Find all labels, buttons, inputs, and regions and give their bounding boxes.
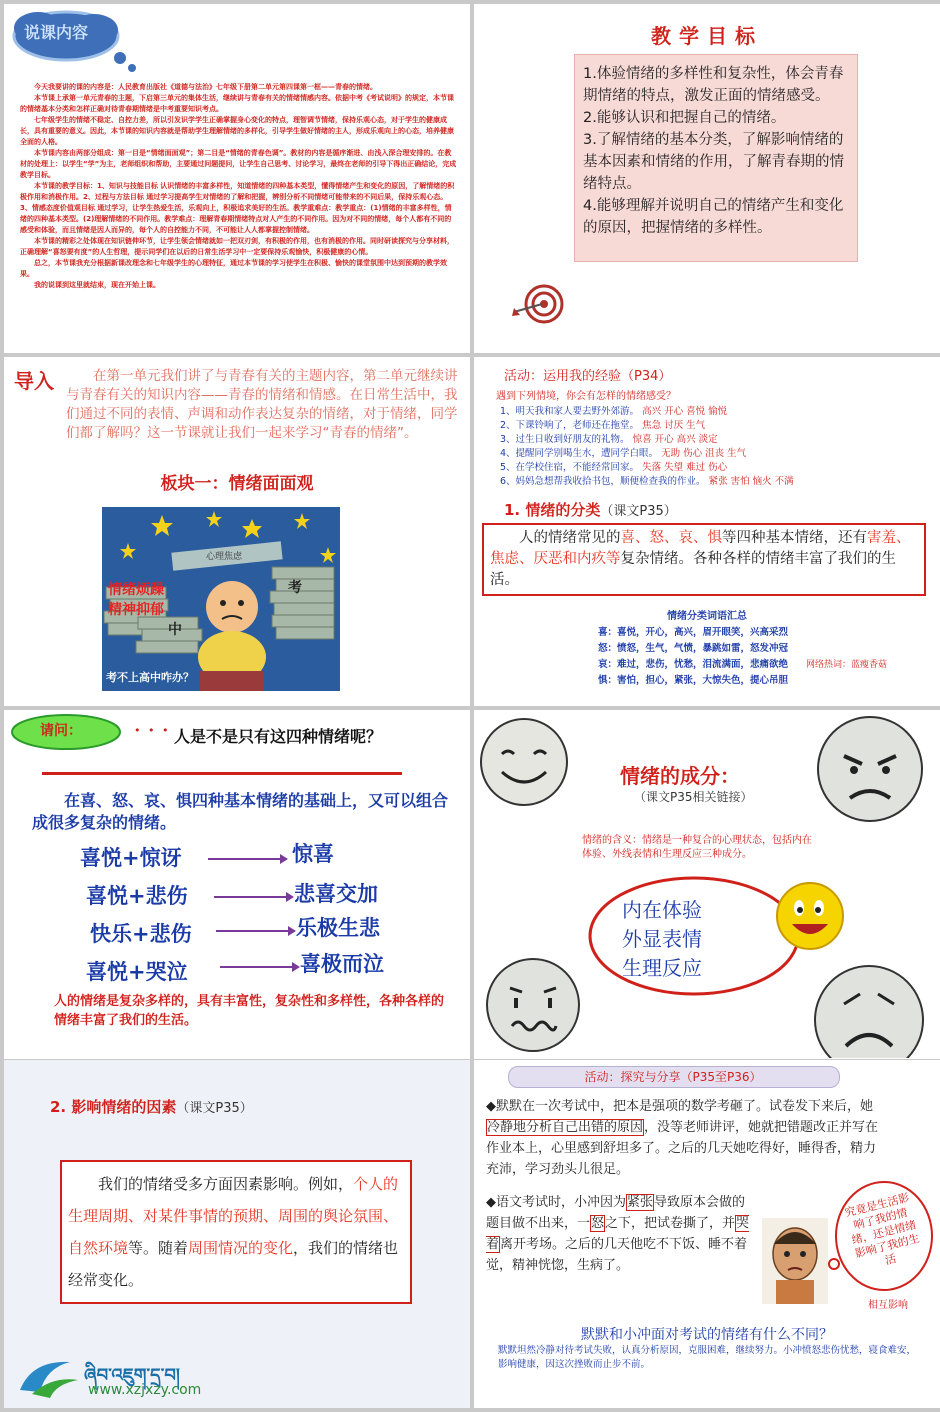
- logo-url: www.xzjxzy.com: [88, 1382, 202, 1398]
- paragraph: 本节课的教学目标：1、知识与技能目标 认识情绪的丰富多样性，知道情绪的四种基本类型，懂得情绪产生和变化的原因，了解情绪的积极作用和消极作用。2、过程与方法目标 通过学习提高学生对情绪的了解和把握，辨别分析不同情绪可能带来的不同后果，保持乐观心态。3、情感态度价值观目标 通过学习，让学生热爱生活，乐观向上，积极追求美好的生活。教学重难点：教学重点：(1)情绪的丰富多样性，情绪的四种基本类型。(2)理解情绪的不同作用。教学难点：理解青春期情绪特点对人产生的不同作用。因为对不同的情绪，每个人都有不同的感受和体验，而且情绪是因人而异的，每个人的自控能力不同，不可能让人人都掌握控制情绪。: [20, 182, 455, 234]
- combo-row: 喜悦+悲伤 悲喜交加: [86, 882, 378, 908]
- intro-text: 在第一单元我们讲了与青春有关的主题内容，第二单元继续讲与青春有关的知识内容——青春的情绪和情感。在日常生活中，我们通过不同的表情、声调和动作表达复杂的情绪，对于情绪，同学们都了解吗？这一节课就让我们一起来学习“青春的情绪”。: [66, 368, 458, 441]
- component-item: 外显表情: [622, 927, 702, 951]
- boy-photo: [762, 1218, 828, 1304]
- arrow-icon: [220, 960, 300, 974]
- story-momo: ◆默默在一次考试中，把本是强项的数学考砸了。试卷发下来后，她冷静地分析自己出错的原因，没等老师讲评，她就把错题改正并写在作业本上，心里感到舒坦多了。之后的几天她吃得好，睡得香，精力充沛，学习劲头儿很足。: [486, 1099, 879, 1177]
- story-xiaochong: ◆语文考试时，小冲因为紧张导致原本会做的题目做不出来，一怒之下，把试卷撕了，并哭着离开考场。之后的几天他吃不下饭、睡不着觉，精神恍惚，生病了。: [486, 1195, 750, 1273]
- arrow-icon: [216, 924, 296, 938]
- goal-item: 3.了解情绪的基本分类，了解影响情绪的基本因素和情绪的作用，了解青春期的情绪特点。: [583, 132, 844, 192]
- logo-text: ཞིབ་འཇུག་དྲ་བ།: [84, 1365, 180, 1386]
- components-list: [622, 896, 702, 983]
- intro-label: 导入: [14, 369, 54, 393]
- target-icon: [510, 282, 570, 326]
- activity-title: 活动：探究与分享（P35至P36）: [584, 1070, 762, 1084]
- net-hot-word: 网络热词：蓝瘦香菇: [806, 660, 888, 670]
- smiling-face-icon: [478, 716, 570, 808]
- paragraph: 七年级学生的情绪不稳定、自控力差，所以引发识学学生正确掌握身心变化的特点，理智调节情绪，保持乐观心态，对于学生的健康成长，具有重要的意义。因此，本节课的知识内容就是帮助学生理解情绪的多样化，引导学生做好情绪的主人，形成乐观向上的心态，培养健康全面的人格。: [20, 116, 454, 146]
- paragraph: 本节课的精彩之处体现在知识链伸环节，让学生领会情绪就如一把双刃剑，有积极的作用，也有消极的作用。同时研读探究与分享材料，正确理解“喜怒要有度”的人生哲理，提示同学们在以后的日常生活学习中一定要保持乐观愉快，积极健康的心情。: [20, 237, 454, 256]
- slide-emotion-components: [474, 710, 940, 1059]
- lesson-intro-text: [20, 82, 458, 291]
- slide-explore-share: [474, 1060, 940, 1408]
- cloud-title: 说课内容: [24, 23, 89, 42]
- slide-introduction: [4, 357, 470, 706]
- factors-box: 我们的情绪受多方面因素影响。例如，个人的生理周期、对某件事情的预期、周围的舆论氛围、自然环境等。随着周围情况的变化，我们的情绪也经常变化。: [60, 1160, 412, 1304]
- combo-row: 喜悦+哭泣 喜极而泣: [86, 952, 384, 984]
- dots: • • •: [134, 724, 171, 737]
- summary-row: 怒：愤怒，生气，气愤，暴跳如雷，怒发冲冠: [598, 643, 789, 654]
- combo-row: 快乐+悲伤 乐极生悲: [90, 916, 380, 946]
- list-item: 5、在学校住宿，不能经常回家。 失落 失望 难过 伤心: [500, 462, 728, 473]
- classification-heading: 1. 情绪的分类（课文P35）: [504, 501, 677, 519]
- list-item: 6、妈妈急想帮我收拾书包，顺便检查我的作业。 紧张 害怕 恼火 不满: [500, 476, 794, 487]
- site-logo-icon: [12, 1354, 82, 1402]
- components-title: 情绪的成分：: [620, 764, 740, 788]
- combo-conclusion: 人的情绪是复杂多样的，具有丰富性，复杂性和多样性，各种各样的情绪丰富了我们的生活。: [54, 994, 445, 1028]
- activity-title: 活动：运用我的经验（P34）: [504, 369, 672, 384]
- cartoon-banner: 心理焦虑: [206, 552, 243, 562]
- goal-item: 2.能够认识和把握自己的情绪。: [583, 110, 786, 126]
- cartoon-text: 情绪烦躁: [108, 582, 164, 598]
- slide-lesson-intro: [4, 4, 470, 353]
- summary-row: 惧：害怕，担心，紧张，大惊失色，提心吊胆: [598, 675, 789, 686]
- scenario-list: [500, 405, 936, 489]
- factors-heading: 2. 影响情绪的因素（课文P35）: [50, 1098, 253, 1116]
- list-item: 2、下课铃响了，老师还在拖堂。 焦急 讨厌 生气: [500, 420, 706, 431]
- cartoon-text: 精神抑郁: [108, 602, 164, 618]
- paragraph: 本节课上承第一单元青春的主题，下启第三单元的集体生活，继续讲与青春有关的情绪情感内容。依据中考《考试说明》的规定，本节课的情绪基本分类和怎样正确对待青春期情绪是中考重要知识考点。: [20, 94, 454, 113]
- paragraph: 本节课内容由两部分组成：第一目是“情绪面面观”；第二目是“情绪的青春色调”。教材的内容是循序渐进、由浅入深合理安排的。在教材的处理上：以学生“学”为主，老师组织和帮助，主要通过问题提问，让学生自己思考、讨论学习，最终在老师的引导下得出正确结论，完成教学目标。: [20, 149, 457, 179]
- sad-face-icon: [810, 962, 928, 1058]
- slide-emotion-classification: [474, 357, 940, 706]
- yellow-smiley-icon: [774, 880, 846, 952]
- cartoon-zhong: 中: [168, 622, 182, 638]
- components-subtitle: （课文P35相关链接）: [634, 790, 753, 804]
- list-item: 4、提醒同学别喝生水，遭同学白眼。 无助 伤心 沮丧 生气: [500, 448, 747, 459]
- comparison-question: 默默和小冲面对考试的情绪有什么不同？: [581, 1327, 833, 1343]
- summary-row: 哀：难过，悲伤，忧愁，泪流满面，悲痛欲绝: [598, 659, 789, 670]
- bubble-text: 请问：: [40, 723, 82, 739]
- goal-item: 4.能够理解并说明自己的情绪产生和变化的原因，把握情绪的多样性。: [583, 198, 844, 236]
- activity-question: 遇到下列情境，你会有怎样的情绪感受？: [496, 391, 676, 402]
- emotion-definition: 情绪的含义：情绪是一种复合的心理状态，包括内在体验、外线表情和生理反应三种成分。: [582, 835, 812, 860]
- stress-cartoon: [102, 507, 340, 691]
- worried-face-icon: [482, 956, 584, 1054]
- mutual-label: 相互影响: [868, 1300, 908, 1311]
- summary-row: 喜：喜悦，开心，高兴，眉开眼笑，兴高采烈: [598, 627, 789, 638]
- summary-rows: [598, 625, 808, 689]
- question-text: 人是不是只有这四种情绪呢？: [174, 727, 383, 746]
- paragraph: 今天我要讲的课的内容是：人民教育出版社《道德与法治》七年级下册第二单元第四课第一框——青春的情绪。: [34, 83, 377, 91]
- cartoon-caption: 考不上高中咋办？: [106, 671, 194, 684]
- list-item: 3、过生日收到好朋友的礼物。 惊喜 开心 高兴 淡定: [500, 434, 718, 445]
- slide-complex-emotions: [4, 710, 470, 1059]
- slide-teaching-goals: [474, 4, 940, 353]
- comparison-answer: 默默坦然冷静对待考试失败，认真分析原因，克服困难，继续努力。小冲愤怒悲伤忧愁，寝食难安，影响健康，因这次挫败而止步不前。: [498, 1345, 917, 1370]
- paragraph: 我的说课到这里就结束，现在开始上课。: [34, 281, 160, 289]
- divider: [42, 772, 402, 775]
- component-item: 生理反应: [622, 956, 702, 980]
- goals-title: 教学目标: [651, 24, 763, 48]
- cartoon-kao: 考: [288, 580, 302, 596]
- component-item: 内在体验: [622, 898, 702, 922]
- arrow-icon: [208, 852, 288, 866]
- slide-influence-factors: [4, 1060, 470, 1408]
- goals-box: [574, 54, 858, 262]
- list-item: 1、明天我和家人要去野外郊游。 高兴 开心 喜悦 愉悦: [500, 406, 728, 417]
- combo-row: 喜悦+惊讶 惊喜: [80, 842, 334, 870]
- combo-list: [80, 842, 440, 994]
- classification-box: 人的情绪常见的喜、怒、哀、惧等四种基本情绪，还有害羞、焦虑、厌恶和内疚等复杂情绪。各种各样的情绪丰富了我们的生活。: [482, 523, 926, 596]
- paragraph: 总之，本节课我充分根据新课改理念和七年级学生的心理特征，通过本节课的学习使学生在积极、愉快的课堂氛围中达到预期的教学效果。: [20, 259, 447, 278]
- side-note: 究竟是生活影响了我的情绪，还是情绪影响了我的生活: [843, 1191, 921, 1268]
- arrow-icon: [214, 890, 294, 904]
- combo-lead: 在喜、怒、哀、惧四种基本情绪的基础上，又可以组合成很多复杂的情绪。: [32, 791, 449, 832]
- section-heading: 板块一：情绪面面观: [160, 474, 314, 494]
- goal-item: 1.体验情绪的多样性和复杂性，体会青春期情绪的特点，激发正面的情绪感受。: [583, 66, 844, 104]
- summary-title: 情绪分类词语汇总: [667, 611, 747, 622]
- angry-face-icon: [812, 714, 928, 824]
